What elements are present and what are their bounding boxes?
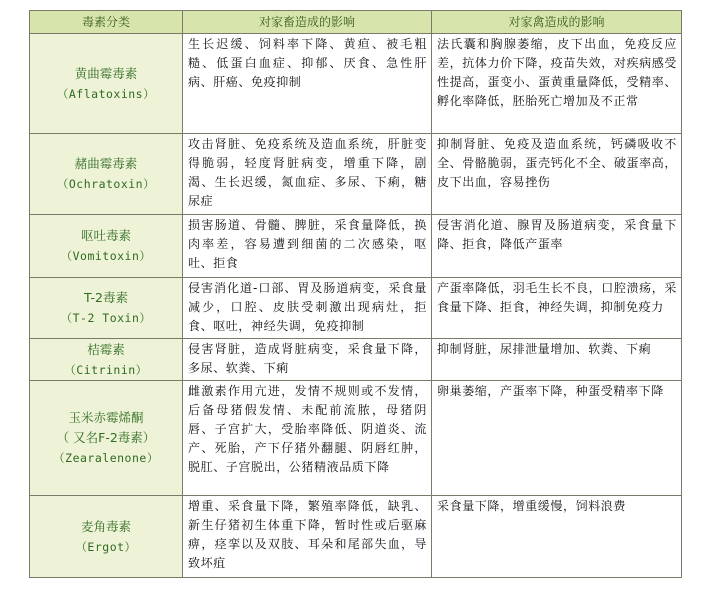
livestock-effect: 侵害消化道-口部、胃及肠道病变，采食量减少，口腔、皮肤受刺激出现病灶，拒食、呕吐，神经失调，免疫抑制 <box>183 278 432 339</box>
header-livestock: 对家畜造成的影响 <box>183 11 432 34</box>
poultry-effect: 采食量下降，增重缓慢，饲料浪费 <box>432 496 682 578</box>
toxin-name-en: （Citrinin） <box>64 362 148 377</box>
toxin-name-cn: 玉米赤霉烯酮 <box>68 410 144 425</box>
toxin-name-en: （Zearalenone） <box>53 451 159 465</box>
toxin-category-cell <box>30 381 183 496</box>
poultry-effect: 抑制肾脏，尿排泄量增加、软粪、下痢 <box>432 339 682 381</box>
table-row <box>30 215 682 278</box>
livestock-effect: 增重、采食量下降，繁殖率降低，缺乳、新生仔猪初生体重下降，暂时性或后驱麻痹，痉挛以及双肢、耳朵和尾部失血，导致坏疽 <box>183 496 432 578</box>
table-row <box>30 496 682 578</box>
livestock-effect: 雌激素作用亢进，发情不规则或不发情，后备母猪假发情、未配前流脓，母猪阴唇、子宫扩大，受胎率降低、阴道炎、流产、死胎，产下仔猪外翻腿、阴唇红肿，脱肛、子宫脱出，公猪精液品质下降 <box>183 381 432 496</box>
toxin-name-en: （T-2 Toxin） <box>60 311 152 325</box>
toxin-name-cn: 麦角毒素 <box>80 518 131 534</box>
toxin-category-cell <box>30 496 183 578</box>
table-row <box>30 134 682 215</box>
toxin-name-cn: T-2毒素 <box>84 290 128 305</box>
poultry-effect: 抑制肾脏、免疫及造血系统，钙磷吸收不全、骨骼脆弱，蛋壳钙化不全、破蛋率高，皮下出血，容易挫伤 <box>432 134 682 215</box>
toxin-name-cn: 桔霉素 <box>87 341 125 357</box>
table-row <box>30 34 682 134</box>
toxin-name-cn: 黄曲霉毒素 <box>74 65 138 81</box>
livestock-effect: 攻击肾脏、免疫系统及造血系统，肝脏变得脆弱，轻度肾脏病变，增重下降，剧渴、生长迟缓，氮血症、多尿、下痢，糖尿症 <box>183 134 432 215</box>
toxin-name-en: （Ochratoxin） <box>56 177 156 191</box>
toxin-category-cell <box>30 134 183 215</box>
toxin-alias: （ 又名F-2毒素） <box>56 430 156 445</box>
toxin-category-cell <box>30 215 183 278</box>
toxin-name-en: （Ergot） <box>75 539 137 554</box>
toxin-category-cell <box>30 339 183 381</box>
poultry-effect: 卵巢萎缩，产蛋率下降，种蛋受精率下降 <box>432 381 682 496</box>
toxin-name-cn: 呕吐毒素 <box>80 228 131 243</box>
header-poultry: 对家禽造成的影响 <box>432 11 682 34</box>
table-row <box>30 339 682 381</box>
header-category: 毒素分类 <box>30 11 183 34</box>
toxin-name-cn: 赭曲霉毒素 <box>74 156 138 171</box>
table-row <box>30 381 682 496</box>
toxin-category-cell <box>30 278 183 339</box>
table-header-row <box>30 11 682 34</box>
toxin-category-cell <box>30 34 183 134</box>
toxin-name-en: （Vomitoxin） <box>60 249 152 263</box>
mycotoxin-effects-table <box>29 10 682 578</box>
livestock-effect: 侵害肾脏，造成肾脏病变，采食量下降，多尿、软粪、下痢 <box>183 339 432 381</box>
poultry-effect: 侵害消化道、腺胃及肠道病变，采食量下降、拒食，降低产蛋率 <box>432 215 682 278</box>
poultry-effect: 产蛋率降低，羽毛生长不良，口腔溃疡，采食量下降、拒食，神经失调，抑制免疫力 <box>432 278 682 339</box>
poultry-effect: 法氏囊和胸腺萎缩，皮下出血，免疫反应差，抗体力价下降，疫苗失效，对疾病感受性提高，蛋变小、蛋黄重量降低，受精率、孵化率降低，胚胎死亡增加及不正常 <box>432 34 682 134</box>
table-row <box>30 278 682 339</box>
toxin-name-en: （Aflatoxins） <box>56 86 156 101</box>
livestock-effect: 生长迟缓、饲料率下降、黄疸、被毛粗糙、低蛋白血症、抑郁、厌食、急性肝病、肝癌、免疫抑制 <box>183 34 432 134</box>
livestock-effect: 损害肠道、骨髓、脾脏，采食量降低，换肉率差，容易遭到细菌的二次感染，呕吐、拒食 <box>183 215 432 278</box>
